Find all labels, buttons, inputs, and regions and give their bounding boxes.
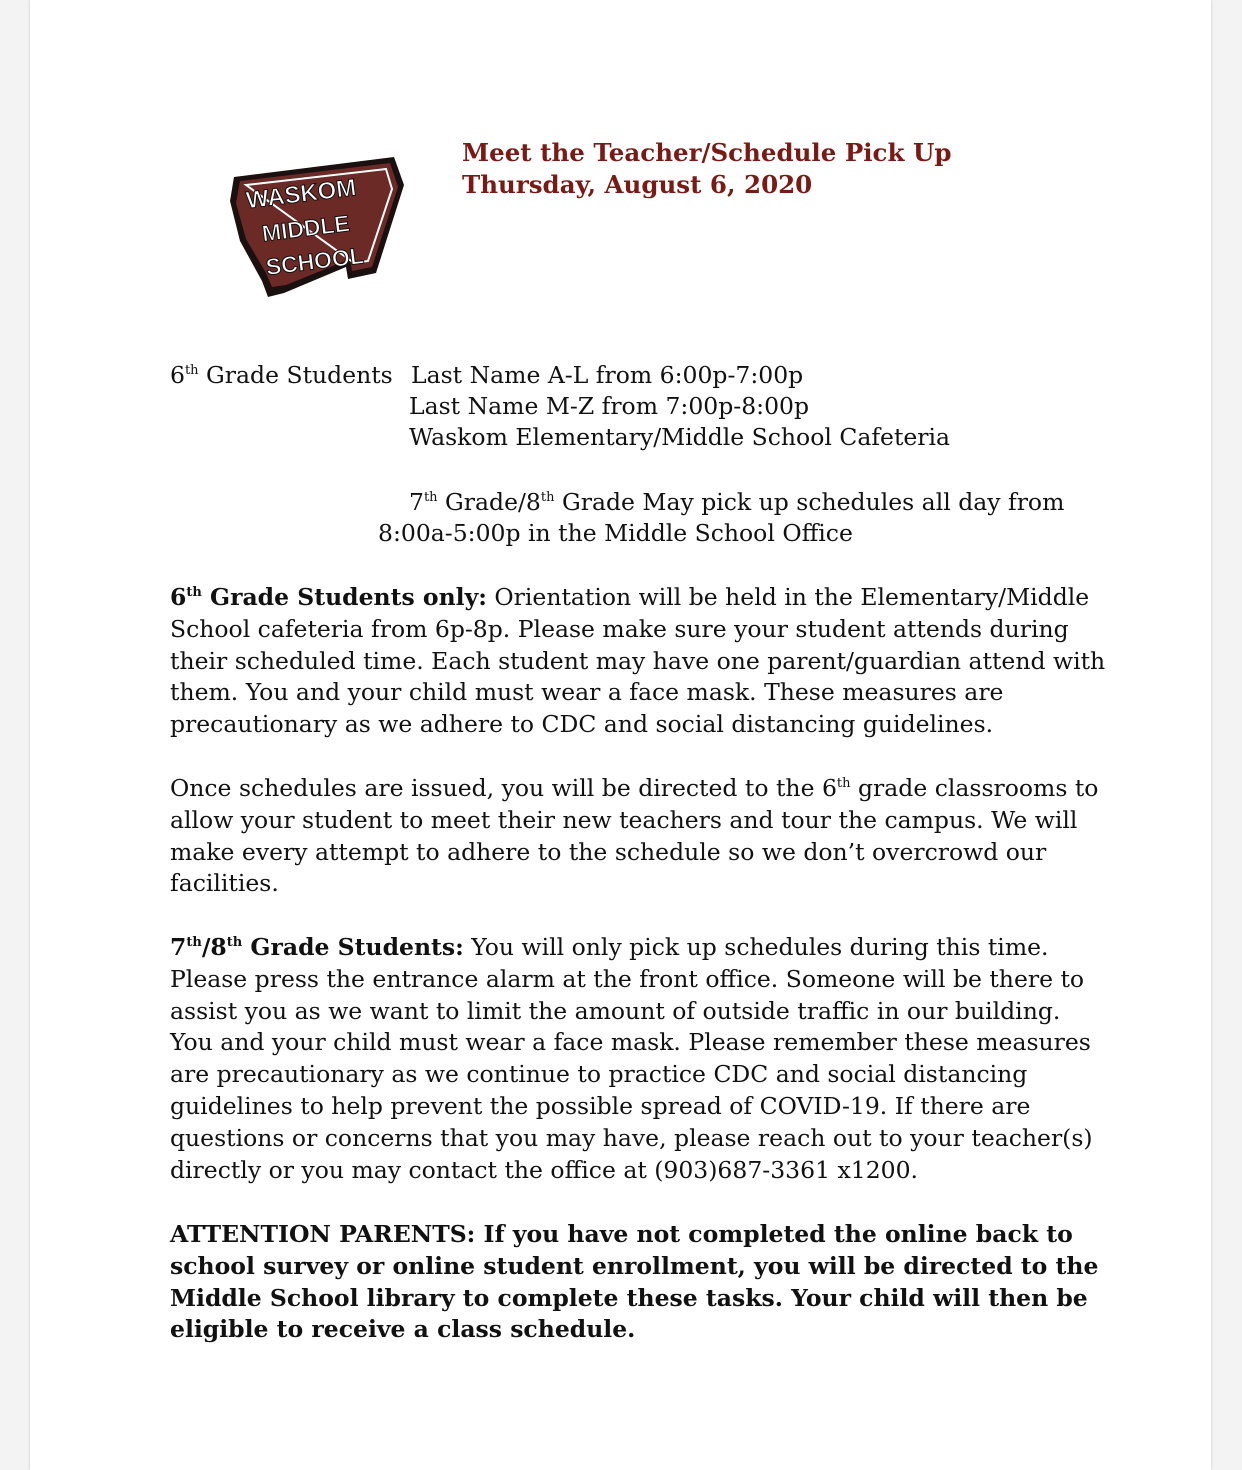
sixth-section-line-3: their scheduled time. Each student may have one parent/guardian attend with <box>170 646 1106 675</box>
sixth-grade-label: 6th Grade Students <box>170 361 393 389</box>
seventh-section-line-5: are precautionary as we continue to practice CDC and social distancing <box>170 1060 1028 1089</box>
sixth-section-line-2: School cafeteria from 6p-8p. Please make sure your student attends during <box>170 614 1069 643</box>
seventh-section-line-1: 7th/8th Grade Students: You will only pick up schedules during this time. <box>170 933 1049 961</box>
header-title: Meet the Teacher/Schedule Pick Up <box>462 138 952 167</box>
seventh-section-line-6: guidelines to help prevent the possible spread of COVID-19. If there are <box>170 1091 1031 1120</box>
seventh-section-line-2: Please press the entrance alarm at the front office. Someone will be there to <box>170 964 1085 993</box>
once-section-line-4: facilities. <box>170 869 279 898</box>
sixth-section-line-1: 6th Grade Students only: Orientation will be held in the Elementary/Middle <box>170 583 1090 611</box>
seventh-section-para <box>170 932 1093 1186</box>
seventh-eighth-schedule-line-2: 8:00a-5:00p in the Middle School Office <box>378 519 853 547</box>
schedule-line-2: Last Name M-Z from 7:00p-8:00p <box>409 392 810 420</box>
header <box>462 137 951 201</box>
attention-line-1: ATTENTION PARENTS: If you have not completed the online back to <box>170 1220 1073 1248</box>
seventh-eighth-schedule: 7th Grade/8th Grade May pick up schedules all day from <box>409 488 1065 516</box>
logo-line-3: SCHOOL <box>264 242 366 281</box>
seventh-section-line-4: You and your child must wear a face mask. Please remember these measures <box>170 1028 1091 1057</box>
attention-line-4: eligible to receive a class schedule. <box>170 1315 636 1344</box>
sixth-section-heading: 6th Grade Students only: <box>170 583 487 611</box>
sixth-section-line-4: them. You and your child must wear a face mask. These measures are <box>170 678 1004 707</box>
attention-line-2: school survey or online student enrollment, you will be directed to the <box>170 1251 1099 1280</box>
once-section-line-2: allow your student to meet their new teachers and tour the campus. We will <box>170 805 1078 834</box>
school-logo <box>226 155 406 305</box>
logo-line-2: MIDDLE <box>260 209 352 247</box>
seventh-section-heading: 7th/8th Grade Students: <box>170 933 464 961</box>
attention-para <box>170 1219 1098 1346</box>
sixth-section-line-5: precautionary as we adhere to CDC and social distancing guidelines. <box>170 710 994 739</box>
seventh-section-line-8: directly or you may contact the office at (903)687-3361 x1200. <box>170 1155 919 1184</box>
once-section-para <box>170 773 1098 900</box>
schedule-line-1: Last Name A-L from 6:00p-7:00p <box>411 361 804 389</box>
seventh-section-line-7: questions or concerns that you may have, please reach out to your teacher(s) <box>170 1123 1093 1152</box>
logo-line-1: WASKOM <box>244 174 358 215</box>
once-section-line-3: make every attempt to adhere to the schedule so we don’t overcrowd our <box>170 837 1047 866</box>
header-date: Thursday, August 6, 2020 <box>462 170 813 199</box>
attention-line-3: Middle School library to complete these tasks. Your child will then be <box>170 1283 1088 1312</box>
seventh-section-line-3: assist you as we want to limit the amount of outside traffic in our building. <box>170 996 1061 1025</box>
once-section-line-1: Once schedules are issued, you will be directed to the 6th grade classrooms to <box>170 774 1099 802</box>
schedule-line-3: Waskom Elementary/Middle School Cafeteria <box>409 423 951 451</box>
sixth-section-para <box>170 582 1105 741</box>
